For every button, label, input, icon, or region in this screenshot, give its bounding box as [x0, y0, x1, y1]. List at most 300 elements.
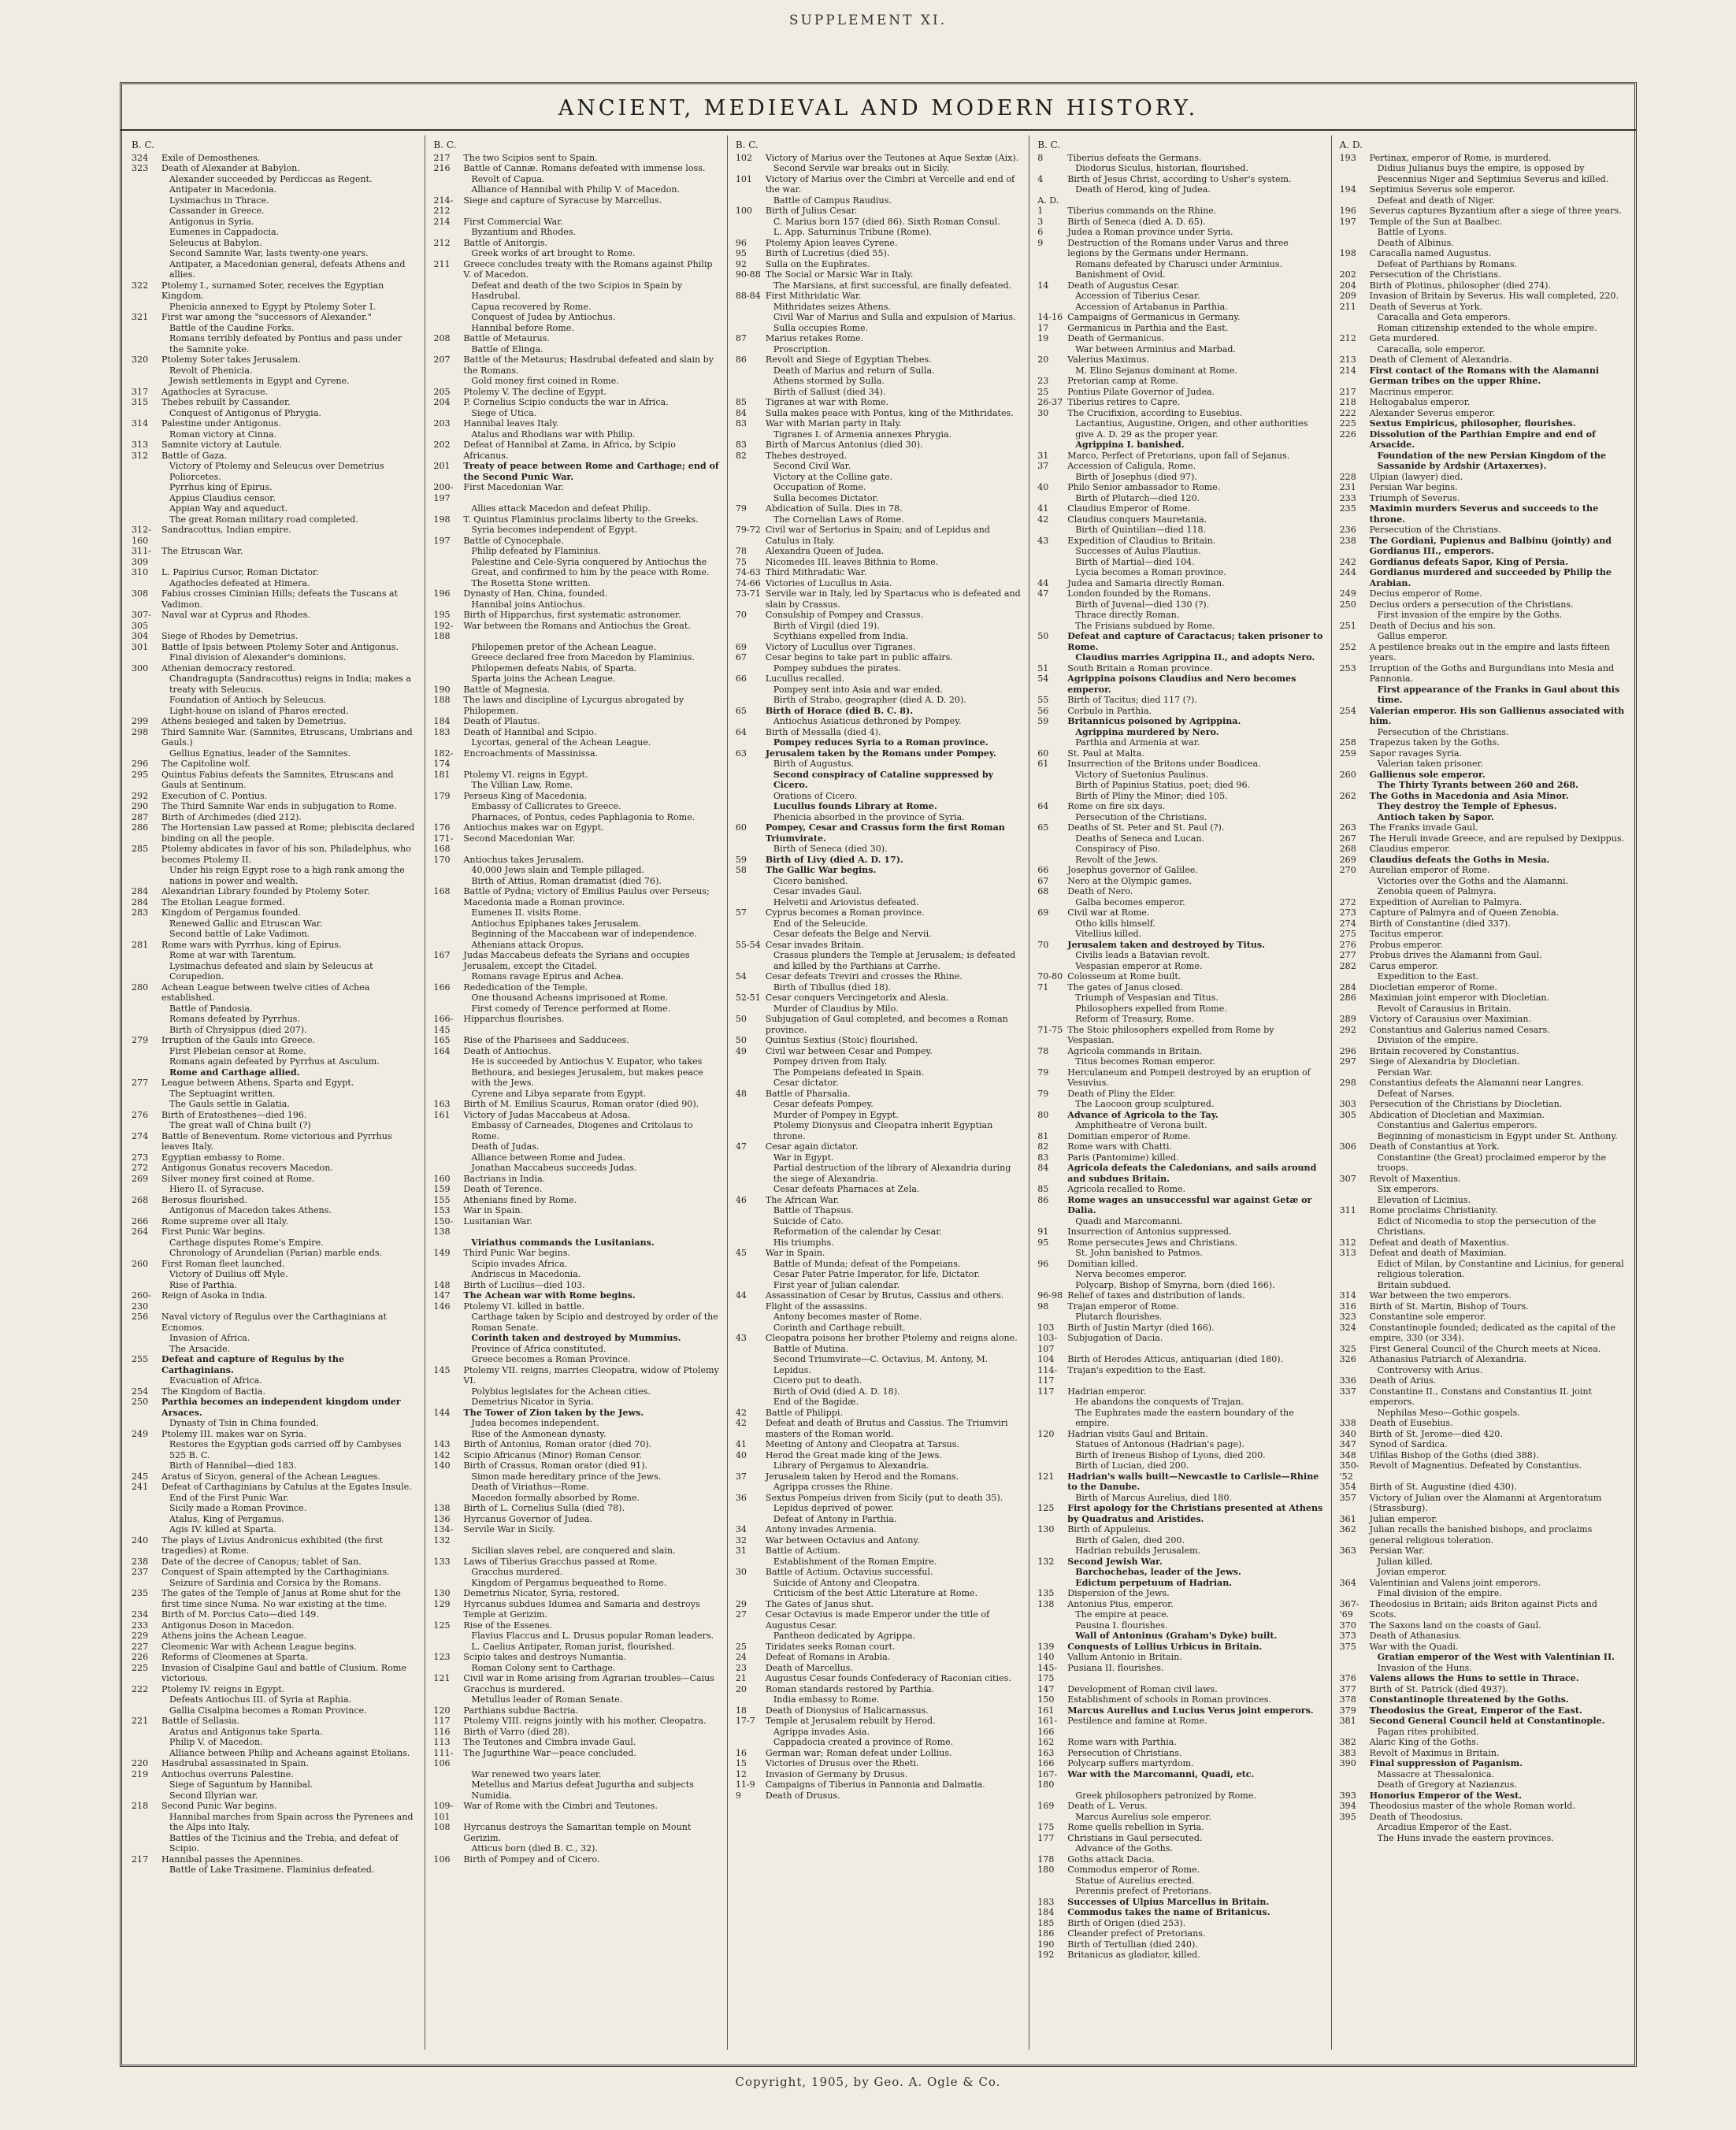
- entry-event: Simon made hereditary prince of the Jews.: [471, 1471, 662, 1482]
- chronology-entry: [1037, 1280, 1322, 1291]
- chronology-entry: [433, 737, 718, 748]
- chronology-entry: [433, 1429, 718, 1440]
- chronology-entry: [736, 907, 1021, 918]
- chronology-entry: [433, 387, 718, 398]
- entry-year: 307: [1339, 1173, 1356, 1184]
- entry-event: Defeat of Narses.: [1377, 1088, 1455, 1099]
- entry-event: Accession of Artabanus in Parthia.: [1075, 301, 1228, 312]
- entry-event: Suicide of Cato.: [773, 1215, 844, 1226]
- entry-event: Siege of Utica.: [471, 407, 537, 418]
- entry-event: Lycia becomes a Roman province.: [1075, 567, 1226, 577]
- chronology-entry: [736, 1152, 1021, 1163]
- chronology-entry: [736, 1354, 1021, 1375]
- chronology-entry: [1037, 376, 1322, 387]
- entry-event: Alexander succeeded by Perdiccas as Regent.: [169, 173, 373, 184]
- chronology-entry: [1037, 1184, 1322, 1195]
- chronology-entry: [132, 897, 417, 908]
- entry-year: 266: [132, 1215, 149, 1226]
- entry-event: Palestine under Antigonus.: [161, 418, 281, 429]
- chronology-entry: [736, 1546, 1021, 1557]
- chronology-entry: [736, 1482, 1021, 1493]
- entry-year: [132, 302, 161, 313]
- entry-event: Revolt of Phenicia.: [169, 365, 253, 376]
- entry-event: Pharnaces, of Pontus, cedes Paphlagonia to Rome.: [471, 811, 696, 822]
- chronology-entry: [1340, 1716, 1625, 1727]
- entry-event: Ptolemy VIII. reigns jointly with his mother, Cleopatra.: [463, 1716, 707, 1726]
- chronology-entry: [1037, 217, 1322, 228]
- entry-year: [132, 1375, 161, 1386]
- entry-year: [736, 929, 766, 940]
- entry-year: [736, 716, 766, 727]
- entry-event: Valentinian and Valens joint emperors.: [1369, 1577, 1541, 1588]
- chronology-entry: [433, 514, 718, 525]
- entry-event: Rome wars with Parthia.: [1067, 1737, 1177, 1747]
- entry-event: Hannibal before Rome.: [471, 322, 574, 333]
- entry-year: 212: [1339, 333, 1356, 343]
- entry-year: 219: [132, 1768, 149, 1779]
- chronology-entry: [132, 1748, 417, 1759]
- chronology-entry: [132, 791, 417, 802]
- chronology-entry: [132, 1035, 417, 1046]
- entry-year: 84: [735, 407, 747, 418]
- entry-event: Birth of Horace (died B. C. 8).: [765, 705, 914, 716]
- chronology-entry: [433, 1174, 718, 1185]
- entry-year: 169: [1037, 1801, 1055, 1811]
- entry-year: 132: [1037, 1556, 1055, 1567]
- chronology-entry: [1340, 876, 1625, 887]
- entry-event: Consulship of Pompey and Crassus.: [765, 610, 924, 620]
- chronology-entry: [736, 748, 1021, 759]
- entry-event: Rome persecutes Jews and Christians.: [1067, 1237, 1237, 1248]
- chronology-entry: [1037, 1450, 1322, 1461]
- chronology-entry: [736, 652, 1021, 663]
- entry-event: Cleander prefect of Pretorians.: [1067, 1928, 1206, 1939]
- entry-year: [736, 1588, 766, 1599]
- chronology-entry: [132, 1184, 417, 1195]
- entry-year: [1340, 727, 1370, 738]
- entry-event: Chandragupta (Sandracottus) reigns in India; makes a treaty with Seleucus.: [169, 674, 411, 695]
- chronology-entry: [1037, 153, 1322, 164]
- chronology-entry: [433, 1599, 718, 1620]
- chronology-entry: [1340, 238, 1625, 249]
- chronology-entry: [433, 525, 718, 536]
- entry-year: 68: [1037, 886, 1049, 896]
- entry-event: Victory of Suetonius Paulinus.: [1075, 769, 1209, 780]
- entry-event: War with the Marcomanni, Quadi, etc.: [1067, 1768, 1255, 1779]
- entry-year: 24: [735, 1652, 747, 1662]
- entry-event: The African War.: [765, 1194, 840, 1205]
- entry-year: 161: [433, 1109, 451, 1120]
- entry-event: Civil war between Cesar and Pompey.: [765, 1045, 933, 1056]
- chronology-entry: [736, 1344, 1021, 1355]
- entry-year: 245: [132, 1471, 149, 1482]
- entry-event: Birth of Josephus (died 97).: [1075, 471, 1197, 482]
- chronology-entry: [1037, 1950, 1322, 1961]
- entry-year: [736, 344, 766, 355]
- entry-event: Jerusalem taken by Herod and the Romans.: [765, 1471, 959, 1482]
- chronology-entry: [1037, 652, 1322, 663]
- entry-year: [1037, 599, 1067, 610]
- entry-year: 101: [735, 173, 752, 184]
- chronology-entry: [132, 1238, 417, 1249]
- chronology-entry: [1037, 727, 1322, 738]
- chronology-entry: [1037, 1067, 1322, 1089]
- entry-year: [433, 578, 463, 589]
- chronology-entry: [132, 1280, 417, 1291]
- chronology-entry: [736, 174, 1021, 195]
- entry-event: First appearance of the Franks in Gaul about this time.: [1377, 684, 1620, 705]
- chronology-entry: [1037, 1939, 1322, 1950]
- entry-year: 370: [1339, 1620, 1356, 1631]
- entry-event: Birth of St. Patrick (died 493?).: [1369, 1683, 1508, 1694]
- entry-event: Parthia and Armenia at war.: [1075, 737, 1200, 748]
- entry-year: [736, 1323, 766, 1334]
- chronology-entry: [1340, 1684, 1625, 1695]
- entry-event: Alliance between Rome and Judea.: [471, 1152, 625, 1163]
- entry-event: Pompey subdues the pirates.: [773, 662, 901, 674]
- entry-event: Claudius marries Agrippina II., and adopts Nero.: [1075, 652, 1315, 662]
- entry-year: [736, 1578, 766, 1589]
- entry-event: Eumenes in Cappadocia.: [169, 227, 280, 237]
- entry-year: 222: [132, 1683, 149, 1694]
- chronology-entry: [433, 376, 718, 387]
- chronology-entry: [1037, 929, 1322, 940]
- entry-event: Cesar Octavius is made Emperor under the title of Augustus Cesar.: [765, 1609, 990, 1631]
- chronology-entry: [132, 631, 417, 642]
- entry-event: Rome proclaims Christianity.: [1369, 1205, 1498, 1215]
- entry-event: Siege of Alexandria by Diocletian.: [1369, 1056, 1520, 1067]
- chronology-entry: [1037, 918, 1322, 930]
- entry-event: Otho kills himself.: [1075, 918, 1155, 929]
- entry-year: [433, 971, 463, 982]
- entry-year: [132, 227, 161, 238]
- entry-year: 23: [735, 1662, 747, 1673]
- entry-event: Renewed Gallic and Etruscan War.: [169, 918, 323, 929]
- chronology-entry: [736, 514, 1021, 525]
- entry-year: [1340, 238, 1370, 249]
- entry-event: The Rosetta Stone written.: [471, 577, 591, 588]
- chronology-entry: [132, 929, 417, 940]
- chronology-entry: [1037, 344, 1322, 355]
- entry-year: [132, 1014, 161, 1025]
- chronology-entry: [1037, 844, 1322, 855]
- entry-year: 59: [735, 854, 747, 865]
- entry-year: [132, 674, 161, 695]
- chronology-entry: [433, 918, 718, 930]
- chronology-entry: [433, 663, 718, 674]
- entry-event: Macedon formally absorbed by Rome.: [471, 1492, 640, 1503]
- entry-year: [433, 865, 463, 876]
- entry-year: 203: [433, 418, 451, 429]
- chronology-entry: [433, 546, 718, 557]
- entry-event: Nicomedes III. leaves Bithnia to Rome.: [765, 556, 939, 567]
- entry-event: War in Spain.: [463, 1205, 524, 1215]
- entry-year: [1037, 791, 1067, 802]
- entry-event: Birth of Lucretius (died 55).: [765, 248, 890, 258]
- entry-year: 260: [1339, 769, 1356, 780]
- chronology-entry: [1037, 1503, 1322, 1524]
- entry-year: [132, 482, 161, 493]
- chronology-entry: [736, 418, 1021, 429]
- chronology-entry: [1037, 610, 1322, 621]
- entry-year: [132, 1280, 161, 1291]
- chronology-entry: [433, 1727, 718, 1738]
- entry-event: Julian recalls the banished bishops, and proclaims general religious toleration.: [1369, 1524, 1593, 1546]
- chronology-entry: [132, 259, 417, 280]
- chronology-entry: [736, 1184, 1021, 1195]
- chronology-entry: [1340, 1280, 1625, 1291]
- chronology-entry: [1340, 429, 1625, 451]
- entry-event: Civil war of Sertorius in Spain; and of Lepidus and Catulus in Italy.: [765, 525, 990, 546]
- era-label: A. D.: [1339, 139, 1363, 150]
- entry-year: 43: [735, 1333, 747, 1343]
- entry-event: Berosus flourished.: [161, 1194, 247, 1205]
- chronology-entry: [1340, 1375, 1625, 1386]
- chronology-entry: [433, 621, 718, 642]
- entry-year: 196: [1339, 206, 1356, 216]
- entry-event: Civil war in Rome arising from Agrarian troubles—Caius Gracchus is murdered.: [463, 1673, 714, 1694]
- entry-event: Persian War.: [1369, 1546, 1425, 1556]
- chronology-entry: [1340, 1493, 1625, 1514]
- entry-year: [736, 663, 766, 674]
- entry-year: 272: [132, 1163, 149, 1173]
- entry-year: 218: [132, 1801, 149, 1811]
- entry-year: [1340, 801, 1370, 812]
- entry-event: St. John banished to Patmos.: [1075, 1248, 1203, 1258]
- chronology-entry: [132, 1248, 417, 1259]
- entry-year: 149: [433, 1248, 451, 1258]
- chronology-entry: [1340, 971, 1625, 982]
- entry-event: Athenians fined by Rome.: [463, 1194, 577, 1205]
- chronology-entry: [1340, 1408, 1625, 1419]
- chronology-entry: [1037, 621, 1322, 632]
- chronology-entry: [1340, 354, 1625, 366]
- entry-year: [1340, 1652, 1370, 1663]
- entry-year: [1037, 770, 1067, 781]
- chronology-entry: [736, 716, 1021, 727]
- entry-event: Perennis prefect of Pretorians.: [1075, 1886, 1212, 1896]
- entry-event: Polycarp, Bishop of Smyrna, born (died 166).: [1075, 1279, 1275, 1290]
- entry-year: [736, 1004, 766, 1015]
- chronology-entry: [1340, 631, 1625, 642]
- entry-event: Chronology of Arundelian (Parian) marble ends.: [169, 1248, 383, 1258]
- entry-year: [1037, 163, 1067, 174]
- chronology-entry: [433, 153, 718, 164]
- entry-event: The great wall of China built (?): [169, 1120, 311, 1130]
- entry-event: Battle of Philippi.: [765, 1407, 843, 1418]
- entry-event: Trajan emperor of Rome.: [1067, 1301, 1179, 1312]
- entry-event: Commodus takes the name of Britanicus.: [1067, 1907, 1270, 1917]
- entry-event: Second Punic War begins.: [161, 1801, 277, 1811]
- chronology-entry: [1340, 961, 1625, 972]
- entry-event: Defeat of Parthians by Romans.: [1377, 258, 1518, 269]
- entry-year: [132, 493, 161, 504]
- entry-event: Birth of Archimedes (died 212).: [161, 811, 302, 822]
- entry-event: Birth of Ovid (died A. D. 18).: [773, 1386, 900, 1397]
- entry-year: [1340, 1280, 1370, 1291]
- chronology-entry: [1037, 791, 1322, 802]
- entry-event: Commodus emperor of Rome.: [1067, 1865, 1200, 1875]
- entry-event: Valerian taken prisoner.: [1377, 759, 1484, 769]
- chronology-entry: [736, 1056, 1021, 1067]
- chronology-entry: [132, 1014, 417, 1025]
- chronology-entry: [433, 1014, 718, 1035]
- chronology-entry: [1340, 1365, 1625, 1376]
- entry-event: Nephilas Meso—Gothic gospels.: [1377, 1407, 1520, 1418]
- entry-year: 12: [735, 1768, 747, 1779]
- entry-year: [1037, 1280, 1067, 1291]
- entry-year: 268: [132, 1194, 149, 1205]
- chronology-entry: [433, 1524, 718, 1546]
- chronology-entry: [1340, 1450, 1625, 1461]
- chronology-entry: [1037, 1386, 1322, 1397]
- chronology-entry: [1037, 1716, 1322, 1737]
- entry-event: Vespasian emperor at Rome.: [1075, 960, 1203, 971]
- entry-event: Defeat and death of Niger.: [1377, 195, 1495, 206]
- entry-year: [736, 1694, 766, 1705]
- entry-event: Decius emperor of Rome.: [1369, 588, 1482, 599]
- entry-event: Death of Drusus.: [765, 1790, 840, 1801]
- entry-year: 274: [132, 1130, 149, 1141]
- chronology-entry: [1037, 514, 1322, 525]
- entry-year: [1037, 1248, 1067, 1259]
- entry-year: 192: [1037, 1950, 1055, 1960]
- entry-year: 301: [132, 641, 149, 652]
- entry-event: Flavius Flaccus and L. Drusus popular Roman leaders.: [471, 1631, 714, 1641]
- chronology-entry: [1037, 1790, 1322, 1802]
- chronology-entry: [132, 652, 417, 663]
- entry-event: Sandracottus, Indian empire.: [161, 525, 291, 535]
- entry-year: [736, 1216, 766, 1227]
- chronology-entry: [1037, 950, 1322, 961]
- chronology-entry: [1340, 907, 1625, 918]
- chronology-entry: [1037, 706, 1322, 717]
- chronology-entry: [1340, 642, 1625, 663]
- entry-event: Rededication of the Temple.: [463, 982, 588, 993]
- entry-event: Invasion of Britain by Severus. His wall completed, 220.: [1369, 291, 1619, 301]
- chronology-entry: [433, 791, 718, 802]
- entry-event: Marco, Perfect of Pretorians, upon fall of Sejanus.: [1067, 450, 1290, 461]
- entry-event: Murder of Claudius by Milo.: [773, 1003, 899, 1014]
- entry-event: War between the Romans and Antiochus the Great.: [463, 620, 691, 631]
- entry-year: 255: [132, 1354, 149, 1364]
- entry-event: Kingdom of Pergamus founded.: [161, 907, 302, 918]
- chronology-entry: [1340, 1184, 1625, 1195]
- entry-year: [1340, 259, 1370, 270]
- entry-year: 54: [1037, 674, 1049, 684]
- entry-event: Birth of Juvenal—died 130 (?).: [1075, 599, 1210, 610]
- entry-year: [1037, 844, 1067, 855]
- entry-year: [433, 344, 463, 355]
- entry-year: 50: [735, 1035, 747, 1045]
- entry-event: Alliance of Hannibal with Philip V. of Macedon.: [471, 184, 681, 195]
- chronology-entry: [736, 1599, 1021, 1610]
- chronology-entry: [132, 1131, 417, 1152]
- chronology-entry: [1037, 1843, 1322, 1854]
- entry-event: War of Rome with the Cimbri and Teutones.: [463, 1801, 658, 1811]
- chronology-entry: [132, 1769, 417, 1780]
- entry-year: [1037, 302, 1067, 313]
- entry-year: 162: [1037, 1737, 1055, 1747]
- entry-event: Invasion of the Huns.: [1377, 1662, 1472, 1673]
- entry-event: Rise of the Asmonean dynasty.: [471, 1428, 606, 1439]
- chronology-entry: [736, 1397, 1021, 1408]
- entry-year: 379: [1339, 1705, 1356, 1716]
- entry-year: [736, 1110, 766, 1121]
- chronology-entry: [1340, 950, 1625, 961]
- entry-event: Second Civil War.: [773, 461, 851, 471]
- chronology-entry: [132, 642, 417, 653]
- entry-event: Demetrius Nicator, Syria, restored.: [463, 1588, 620, 1598]
- entry-year: 217: [1339, 386, 1356, 397]
- chronology-entry: [1340, 333, 1625, 344]
- entry-event: The Gordiani, Pupienus and Balbinu (jointly) and Gordianus III., emperors.: [1369, 535, 1612, 556]
- entry-event: London founded by the Romans.: [1067, 588, 1211, 599]
- entry-event: Battle of Munda; defeat of the Pompeians.: [773, 1258, 961, 1269]
- chronology-entry: [1340, 929, 1625, 940]
- entry-event: Gordianus murdered and succeeded by Philip the Arabian.: [1369, 567, 1612, 588]
- entry-year: [433, 929, 463, 940]
- entry-year: [132, 1269, 161, 1280]
- chronology-entry: [433, 1056, 718, 1089]
- entry-year: [1340, 1004, 1370, 1015]
- entry-year: 205: [433, 386, 451, 397]
- chronology-entry: [1037, 759, 1322, 770]
- entry-event: Expedition of Aurelian to Palmyra.: [1369, 896, 1523, 907]
- chronology-entry: [736, 557, 1021, 568]
- chronology-entry: [1037, 1290, 1322, 1301]
- entry-event: Death of Terence.: [463, 1184, 543, 1194]
- entry-year: [433, 1259, 463, 1270]
- chronology-entry: [433, 1110, 718, 1121]
- chronology-entry: [1037, 1769, 1322, 1790]
- entry-event: Siege and capture of Syracuse by Marcellus.: [463, 195, 662, 206]
- chronology-entry: [433, 1460, 718, 1471]
- entry-event: Heliogabalus emperor.: [1369, 397, 1471, 407]
- entry-year: [1340, 780, 1370, 791]
- chronology-entry: [736, 1450, 1021, 1461]
- chronology-entry: [1037, 567, 1322, 578]
- entry-event: Bactrians in India.: [463, 1173, 546, 1184]
- entry-year: 95: [1037, 1237, 1049, 1248]
- entry-event: Controversy with Arius.: [1377, 1364, 1483, 1375]
- chronology-entry: [132, 397, 417, 408]
- entry-event: Dynasty of Han, China, founded.: [463, 588, 608, 599]
- chronology-entry: [433, 1631, 718, 1642]
- entry-event: Birth of M. Emilius Scaurus, Roman orator (died 90).: [463, 1099, 699, 1109]
- chronology-entry: [1340, 1588, 1625, 1599]
- entry-year: 65: [1037, 822, 1049, 833]
- entry-event: Antiochus Asiaticus dethroned by Pompey.: [773, 716, 962, 726]
- entry-event: Theodosius in Britain; aids Briton against Picts and Scots.: [1369, 1598, 1597, 1620]
- chronology-entry: [132, 1642, 417, 1653]
- entry-event: Antiochus takes Jerusalem.: [463, 854, 584, 865]
- chronology-entry: [1037, 1429, 1322, 1440]
- entry-year: 49: [735, 1045, 747, 1056]
- entry-year: 81: [1037, 1130, 1049, 1141]
- chronology-entry: [132, 1812, 417, 1833]
- entry-event: Lactantius, Augustine, Origen, and other authorities give A. D. 29 as the proper year.: [1075, 418, 1308, 440]
- entry-year: [433, 1843, 463, 1854]
- entry-year: [1037, 1312, 1067, 1323]
- chronology-entry: [736, 897, 1021, 908]
- entry-event: Birth of Hipparchus, first systematic astronomer.: [463, 610, 681, 620]
- chronology-entry: [1037, 1301, 1322, 1312]
- chronology-entry: [132, 1226, 417, 1238]
- entry-year: 138: [433, 1503, 451, 1513]
- chronology-entry: [433, 1205, 718, 1216]
- entry-event: Philo Senior ambassador to Rome.: [1067, 482, 1221, 492]
